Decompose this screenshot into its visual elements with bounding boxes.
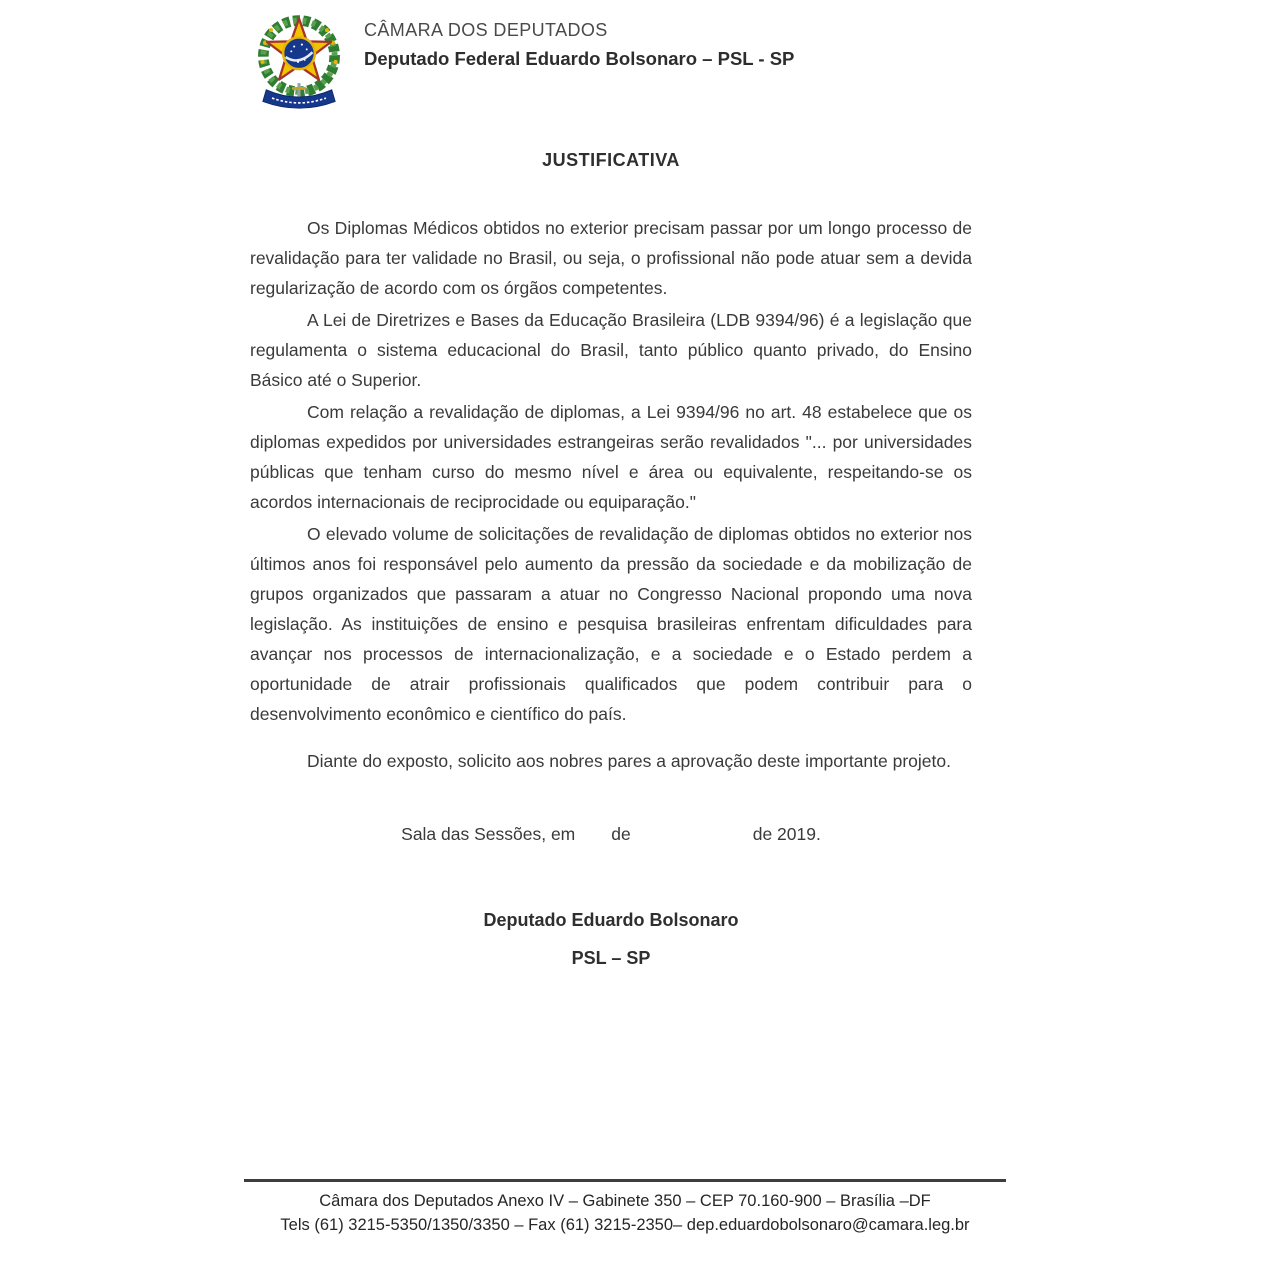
dateline-prefix: Sala das Sessões, em <box>401 824 576 844</box>
document-footer <box>244 1179 1006 1235</box>
header-text-block <box>364 6 794 70</box>
paragraph-3: Com relação a revalidação de diplomas, a Lei 9394/96 no art. 48 estabelece que os diplomas expedidos por universidades estrangeiras serão revalidados "... por universidades públicas que tenham curso do mesmo nível e área ou equivalente, respeitando-se os acordos internacionais de reciprocidade ou equiparação." <box>250 402 972 512</box>
blank-month-field <box>631 839 753 840</box>
document-title: JUSTIFICATIVA <box>542 150 680 170</box>
dateline-year: de 2019. <box>752 824 821 844</box>
paragraph-closing: Diante do exposto, solicito aos nobres pares a aprovação deste importante projeto. <box>307 751 951 771</box>
brazil-coat-of-arms-icon <box>246 6 352 114</box>
footer-contacts: Tels (61) 3215-5350/1350/3350 – Fax (61) 3215-2350– dep.eduardobolsonaro@camara.leg.br <box>280 1216 970 1234</box>
document-body <box>250 150 972 969</box>
paragraph-1: Os Diplomas Médicos obtidos no exterior precisam passar por um longo processo de revalidação para ter validade no Brasil, ou seja, o profissional não pode atuar sem a devida regularização de acordo com os órgãos competentes. <box>250 218 972 298</box>
dateline-de: de <box>611 824 631 844</box>
paragraph-4: O elevado volume de solicitações de revalidação de diplomas obtidos no exterior nos últimos anos foi responsável pelo aumento da pressão da sociedade e da mobilização de grupos organizados que passaram a atuar no Congresso Nacional propondo uma nova legislação. As instituições de ensino e pesquisa brasileiras enfrentam dificuldades para avançar nos processos de internacionalização, e a sociedade e o Estado perdem a oportunidade de atrair profissionais qualificados que podem contribuir para o desenvolvimento econômico e científico do país. <box>250 524 972 724</box>
signature-party: PSL – SP <box>571 948 651 968</box>
header-org-name: CÂMARA DOS DEPUTADOS <box>364 20 608 40</box>
document-header <box>246 6 794 114</box>
paragraph-2: A Lei de Diretrizes e Bases da Educação Brasileira (LDB 9394/96) é a legislação que regulamenta o sistema educacional do Brasil, tanto público quanto privado, do Ensino Básico até o Superior. <box>250 310 972 390</box>
signature-name: Deputado Eduardo Bolsonaro <box>483 910 739 930</box>
header-deputy-name: Deputado Federal Eduardo Bolsonaro – PSL - SP <box>364 48 795 69</box>
footer-divider <box>244 1179 1006 1182</box>
blank-day-field <box>575 839 611 840</box>
footer-address: Câmara dos Deputados Anexo IV – Gabinete 350 – CEP 70.160-900 – Brasília –DF <box>319 1192 931 1210</box>
dateline <box>250 819 972 849</box>
